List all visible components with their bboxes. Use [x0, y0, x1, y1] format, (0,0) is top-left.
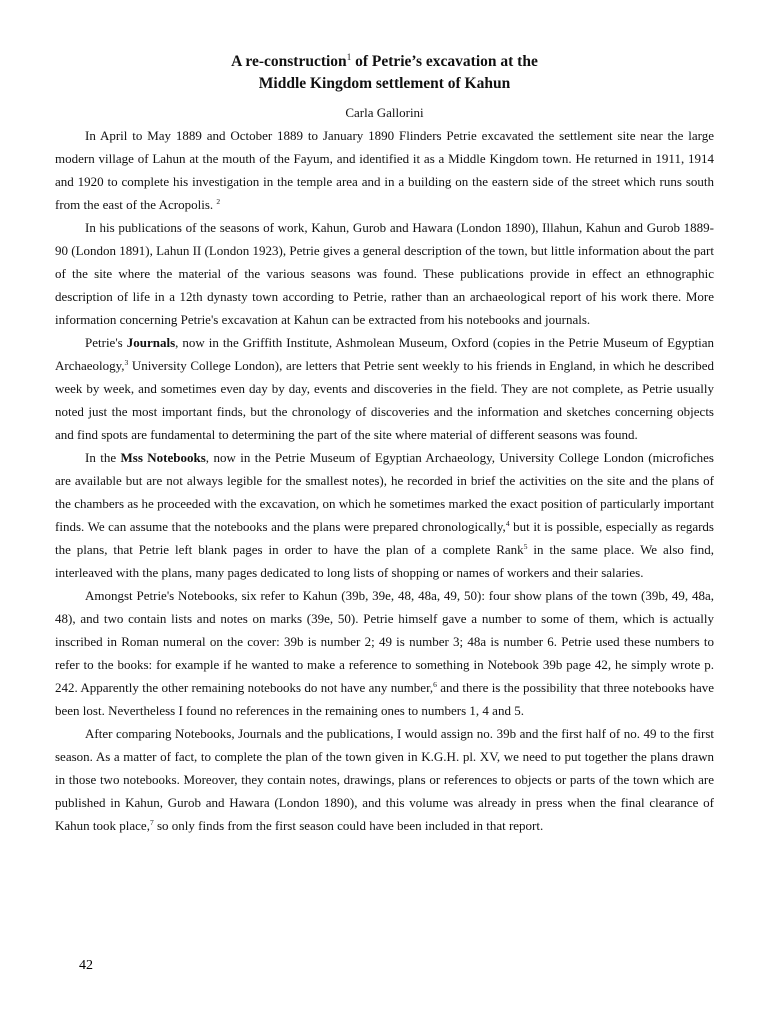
body-text [55, 124, 714, 837]
title-text-a: A re-construction [231, 53, 347, 70]
footnote-ref-3[interactable]: 3 [124, 358, 129, 367]
footnote-ref-7[interactable]: 7 [149, 818, 154, 827]
term-journals: Journals [126, 335, 176, 350]
paragraph-text: , now in the Griffith Institute, Ashmolean Museum, Oxford (copies in the Petrie Museum of Egyptian Archaeology, [55, 335, 714, 373]
title-line-2: Middle Kingdom settlement of Kahun [258, 75, 511, 92]
footnote-ref-6[interactable]: 6 [433, 680, 437, 689]
paragraph-2 [55, 216, 714, 331]
paragraph-text: so only finds from the first season could have been included in that report. [153, 818, 544, 833]
paragraph-3 [55, 331, 714, 446]
author-name: Carla Gallorini [345, 105, 424, 120]
paragraph-text: In the [85, 450, 121, 465]
paper-title [55, 51, 714, 95]
paragraph-text: In April to May 1889 and October 1889 to January 1890 Flinders Petrie excavated the settlement site near the large modern village of Lahun at the mouth of the Fayum, and identified it as a Middle Kingdom town. He returned in 1911, 1914 and 1920 to complete his investigation in the temple area and in a building on the eastern side of the street which runs south from the east of the Acropolis. [55, 128, 714, 212]
paragraph-text: Petrie's [85, 335, 127, 350]
paragraph-text: and there is the possibility that three notebooks have been lost. Nevertheless I found no references in the remaining ones to numbers 1, 4 and 5. [55, 680, 714, 718]
paper-page [55, 0, 714, 837]
paragraph-text: In his publications of the seasons of work, Kahun, Gurob and Hawara (London 1890), Illahun, Kahun and Gurob 1889-90 (London 1891), Lahun II (London 1923), Petrie gives a general description of the town, but little information about the part of the site where the material of the various seasons was found. These publications provide in effect an ethnographic description of life in a 12th dynasty town according to Petrie, rather than an archaeological report of his work there. More information concerning Petrie's excavation at Kahun can be extracted from his notebooks and journals. [55, 220, 714, 327]
title-text-b: of Petrie’s excavation at the [351, 53, 538, 70]
title-line-1 [55, 51, 714, 73]
footnote-ref-4[interactable]: 4 [505, 519, 510, 528]
paragraph-text: , now in the Petrie Museum of Egyptian Archaeology, University College London (microfiches are available but are not always legible for the smallest notes), he recorded in brief the activities on the site and the plans of the chambers as he proceeded with the excavation, on which he sometimes marked the exact position of particularly important finds. We can assume that the notebooks and the plans were prepared chronologically, [55, 450, 714, 534]
footnote-ref-1[interactable]: 1 [346, 52, 352, 62]
paragraph-6 [55, 722, 714, 837]
paragraph-1 [55, 124, 714, 216]
paragraph-text: in the same place. We also find, interleaved with the plans, many pages dedicated to long lists of shopping or names of workers and their salaries. [55, 542, 714, 580]
paragraph-text: University College London), are letters that Petrie sent weekly to his friends in England, in which he described week by week, and sometimes even day by day, events and discoveries in the field. They are not complete, as Petrie usually noted just the most important finds, but the chronology of discoveries and the information and sketches concerning objects and find spots are fundamental to determining the part of the site where material of different seasons was found. [55, 358, 714, 442]
paragraph-text: Amongst Petrie's Notebooks, six refer to Kahun (39b, 39e, 48, 48a, 49, 50): four show plans of the town (39b, 49, 48a, 48), and two contain lists and notes on marks (39e, 50). Petrie himself gave a number to some of them, which is actually inscribed in Roman numeral on the cover: 39b is number 2; 49 is number 3; 48a is number 6. Petrie used these numbers to refer to the books: for example if he wanted to make a reference to something in Notebook 39b page 42, he simply wrote p. 242. Apparently the other remaining notebooks do not have any number, [55, 588, 714, 695]
page-number: 42 [79, 958, 93, 973]
term-mss-notebooks: Mss Notebooks [120, 450, 206, 465]
footnote-ref-5[interactable]: 5 [523, 542, 528, 551]
paragraph-5 [55, 584, 714, 722]
paragraph-4 [55, 446, 714, 584]
paragraph-text: but it is possible, especially as regards the plans, that Petrie left blank pages in order to have the plan of a complete Rank [55, 519, 714, 557]
footnote-ref-2[interactable]: 2 [216, 197, 221, 206]
paragraph-text: After comparing Notebooks, Journals and the publications, I would assign no. 39b and the first half of no. 49 to the first season. As a matter of fact, to complete the plan of the town given in K.G.H. pl. XV, we need to put together the plans drawn in those two notebooks. Moreover, they contain notes, drawings, plans or references to objects or parts of the town which are published in Kahun, Gurob and Hawara (London 1890), and this volume was already in press when the final clearance of Kahun took place, [55, 726, 714, 833]
